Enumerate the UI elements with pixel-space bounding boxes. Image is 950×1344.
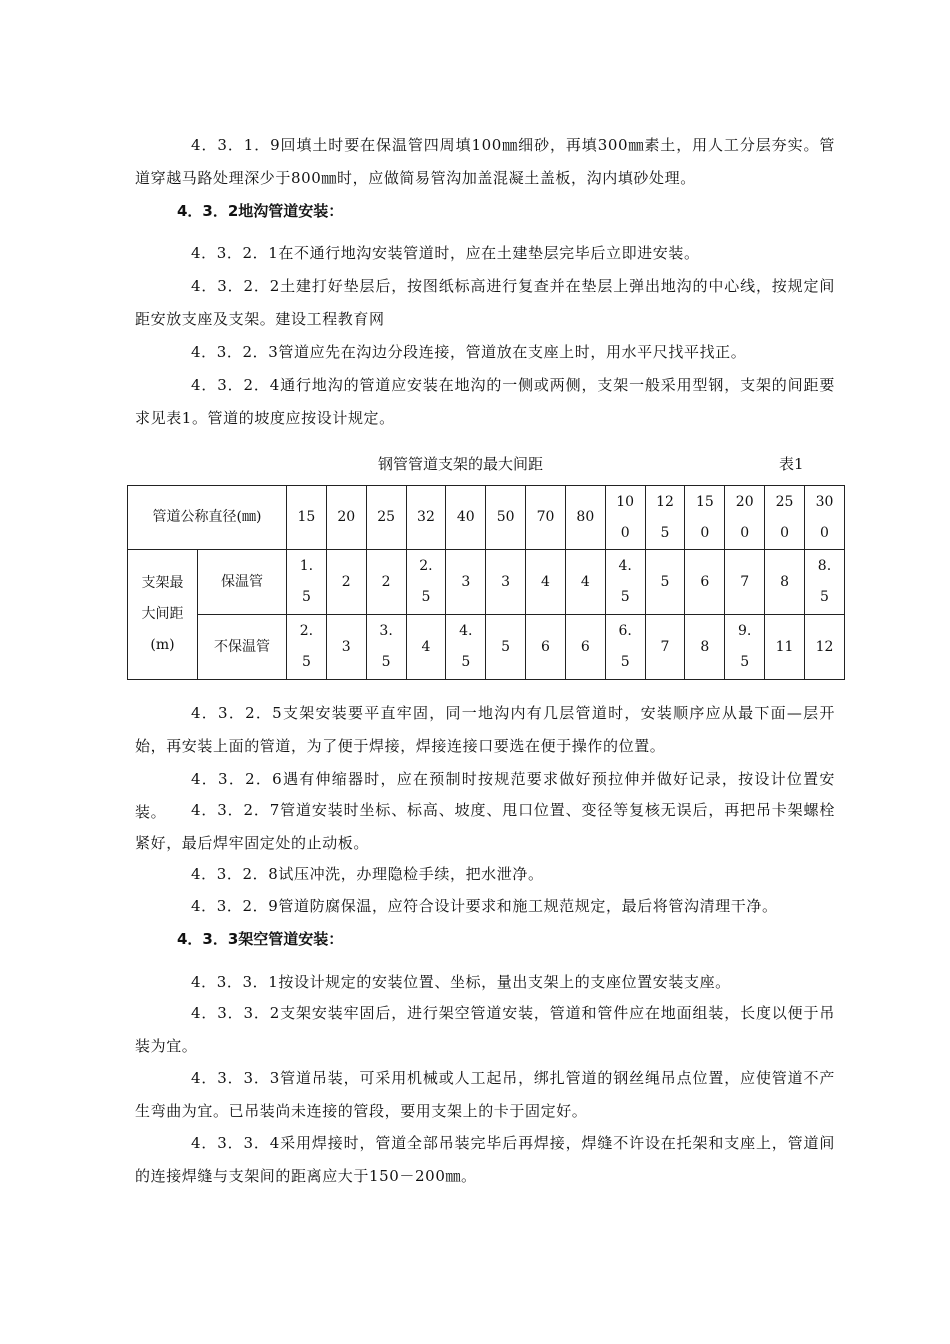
paragraph-4-3-2-4: 4．3．2．4通行地沟的管道应安装在地沟的一侧或两侧，支架一般采用型钢，支架的间距要求见表1。管道的坡度应按设计规定。 — [135, 376, 835, 427]
diameter-cell: 15 0 — [685, 486, 725, 550]
spacing-cell: 4. 5 — [605, 550, 645, 615]
paragraph-4-3-2-7: 4．3．2．7管道安装时坐标、标高、坡度、甩口位置、变径等复核无误后，再把吊卡架螺栓紧好，最后焊牢固定处的止动板。 — [135, 801, 835, 852]
paragraph-4-3-3-2: 4．3．3．2支架安装牢固后，进行架空管道安装，管道和管件应在地面组装，长度以便于吊装为宜。 — [135, 1004, 835, 1055]
row-label-uninsulated: 不保温管 — [198, 615, 287, 680]
paragraph-4-3-2-6: 4．3．2．6遇有伸缩器时，应在预制时按规范要求做好预拉伸并做好记录，按设计位置安装。 — [135, 770, 835, 821]
table-header-row — [128, 486, 845, 550]
paragraph-4-3-3-4: 4．3．3．4采用焊接时，管道全部吊装完毕后再焊接，焊缝不许设在托架和支座上，管道间的连接焊缝与支架间的距离应大于150－200㎜。 — [135, 1134, 835, 1185]
diameter-header-cell: 管道公称直径(㎜) — [128, 486, 287, 550]
spacing-cell: 6. 5 — [605, 615, 645, 680]
diameter-cell: 15 — [287, 486, 327, 550]
paragraph-4-3-2-3: 4．3．2．3管道应先在沟边分段连接，管道放在支座上时，用水平尺找平找正。 — [191, 343, 747, 361]
heading-4-3-3: 4．3．3架空管道安装： — [177, 930, 344, 948]
heading-4-3-2: 4．3．2地沟管道安装： — [177, 202, 344, 220]
spacing-cell: 3 — [326, 615, 366, 680]
spacing-cell: 4 — [565, 550, 605, 615]
diameter-cell: 12 5 — [645, 486, 685, 550]
diameter-cell: 20 — [326, 486, 366, 550]
table-title: 钢管管道支架的最大间距 — [378, 455, 544, 473]
spacing-cell: 4 — [406, 615, 446, 680]
spacing-cell: 1. 5 — [287, 550, 327, 615]
table-row-insulated — [128, 550, 845, 615]
paragraph-4-3-2-8: 4．3．2．8试压冲洗，办理隐检手续，把水泄净。 — [191, 865, 544, 883]
spacing-cell: 6 — [565, 615, 605, 680]
spacing-cell: 5 — [486, 615, 526, 680]
diameter-cell: 50 — [486, 486, 526, 550]
spacing-cell: 7 — [725, 550, 765, 615]
diameter-cell: 40 — [446, 486, 486, 550]
paragraph-4-3-3-3: 4．3．3．3管道吊装，可采用机械或人工起吊，绑扎管道的钢丝绳吊点位置，应使管道不产生弯曲为宜。已吊装尚未连接的管段，要用支架上的卡于固定好。 — [135, 1069, 835, 1120]
spacing-cell: 7 — [645, 615, 685, 680]
spacing-cell: 3. 5 — [366, 615, 406, 680]
diameter-cell: 80 — [565, 486, 605, 550]
spacing-cell: 5 — [645, 550, 685, 615]
paragraph-4-3-2-9: 4．3．2．9管道防腐保温，应符合设计要求和施工规范规定，最后将管沟清理干净。 — [191, 897, 778, 915]
spacing-cell: 12 — [804, 615, 844, 680]
paragraph-4-3-2-1: 4．3．2．1在不通行地沟安装管道时，应在土建垫层完毕后立即进安装。 — [191, 244, 700, 262]
spacing-cell: 3 — [486, 550, 526, 615]
row-label-insulated: 保温管 — [198, 550, 287, 615]
spacing-cell: 11 — [765, 615, 805, 680]
spacing-cell: 2 — [326, 550, 366, 615]
spacing-cell: 2. 5 — [287, 615, 327, 680]
spacing-cell: 9. 5 — [725, 615, 765, 680]
spacing-cell: 8 — [685, 615, 725, 680]
spacing-cell: 2. 5 — [406, 550, 446, 615]
diameter-cell: 25 0 — [765, 486, 805, 550]
spacing-cell: 2 — [366, 550, 406, 615]
spacing-cell: 8 — [765, 550, 805, 615]
table-number: 表1 — [779, 455, 804, 473]
diameter-cell: 70 — [526, 486, 566, 550]
max-spacing-group-label: 支架最 大间距 (m) — [128, 550, 198, 680]
diameter-cell: 32 — [406, 486, 446, 550]
table-row-uninsulated — [128, 615, 845, 680]
spacing-cell: 4. 5 — [446, 615, 486, 680]
spacing-cell: 8. 5 — [804, 550, 844, 615]
paragraph-4-3-3-1: 4．3．3．1按设计规定的安装位置、坐标，量出支架上的支座位置安装支座。 — [191, 973, 731, 991]
paragraph-4-3-2-5: 4．3．2．5支架安装要平直牢固，同一地沟内有几层管道时，安装顺序应从最下面—层开始，再安装上面的管道，为了便于焊接，焊接连接口要选在便于操作的位置。 — [135, 704, 835, 755]
spacing-cell: 6 — [526, 615, 566, 680]
diameter-cell: 10 0 — [605, 486, 645, 550]
spacing-cell: 4 — [526, 550, 566, 615]
paragraph-4-3-1-9: 4．3．1．9回填土时要在保温管四周填100㎜细砂，再填300㎜素土，用人工分层夯实。管道穿越马路处理深少于800㎜时，应做简易管沟加盖混凝土盖板，沟内填砂处理。 — [135, 136, 835, 187]
spacing-cell: 3 — [446, 550, 486, 615]
diameter-cell: 25 — [366, 486, 406, 550]
diameter-cell: 30 0 — [804, 486, 844, 550]
pipe-support-spacing-table — [127, 485, 845, 680]
paragraph-4-3-2-2: 4．3．2．2土建打好垫层后，按图纸标高进行复查并在垫层上弹出地沟的中心线，按规定间距安放支座及支架。建设工程教育网 — [135, 277, 835, 328]
diameter-cell: 20 0 — [725, 486, 765, 550]
spacing-cell: 6 — [685, 550, 725, 615]
